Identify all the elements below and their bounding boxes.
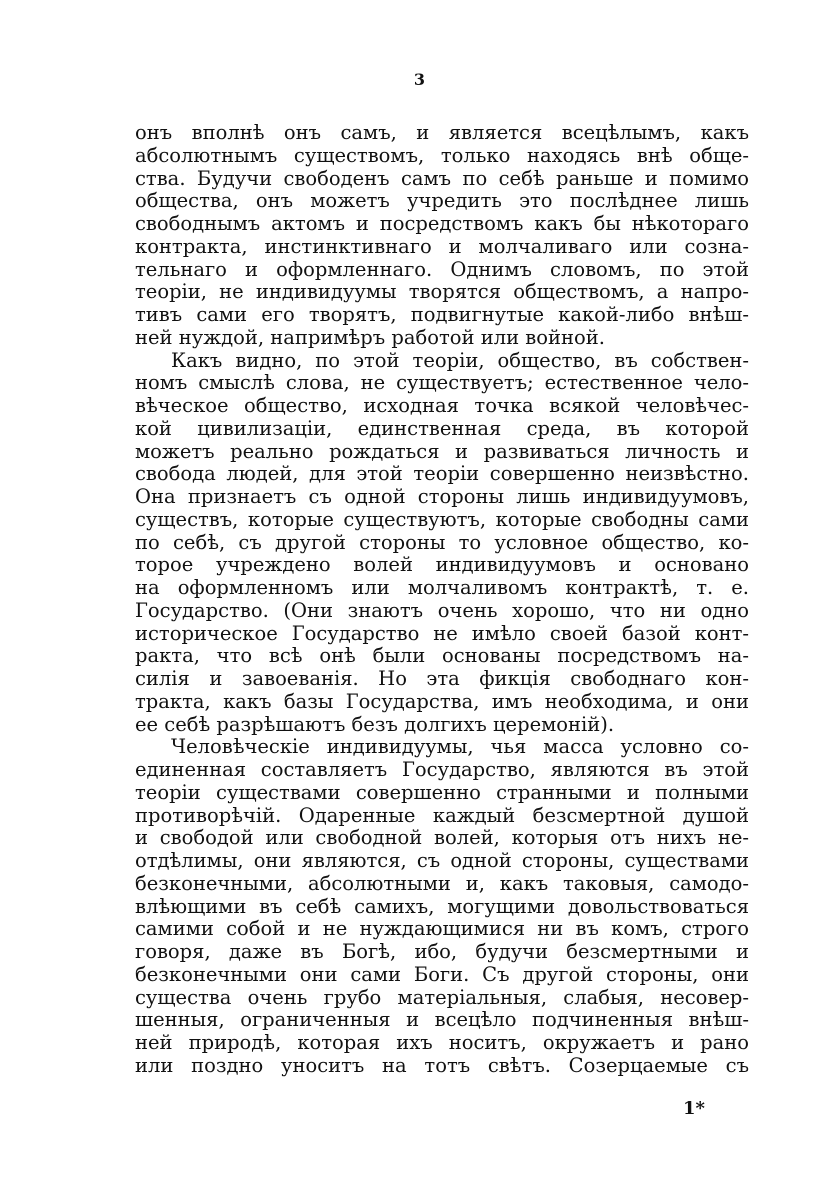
text-line: торое учреждено волей индивидуумовъ и основано (135, 553, 749, 577)
text-line: существъ, которые существуютъ, которые свободны сами (135, 507, 749, 531)
text-line: тельнаго и оформленнаго. Однимъ словомъ, по этой (135, 257, 749, 281)
text-line: по себѣ, съ другой стороны то условное общество, ко- (135, 530, 749, 554)
text-line: Государство. (Они знаютъ очень хорошо, что ни одно (135, 598, 749, 622)
text-line: тивъ сами его творятъ, подвигнутые какой-либо внѣш- (135, 303, 749, 326)
text-line: влѣющими въ себѣ самихъ, могущими довольствоваться (135, 894, 749, 918)
paragraph-start-line: Какъ видно, по этой теоріи, общество, въ собствен- (171, 348, 749, 372)
text-line: ней природѣ, которая ихъ носитъ, окружаетъ и рано (135, 1031, 749, 1054)
text-line: ее себѣ разрѣшаютъ безъ долгихъ церемоній). (135, 712, 615, 736)
body-text (135, 122, 749, 1078)
text-line: свободнымъ актомъ и посредствомъ какъ бы нѣкотораго (135, 212, 749, 235)
text-line: единенная составляетъ Государство, являются въ этой (135, 758, 749, 781)
text-line: или поздно уноситъ на тотъ свѣтъ. Созерцаемые съ (135, 1053, 749, 1077)
text-line: ства. Будучи свободенъ самъ по себѣ раньше и помимо (135, 166, 749, 190)
text-line: существа очень грубо матеріальныя, слабыя, несовер- (135, 985, 749, 1009)
text-line: говоря, даже въ Богѣ, ибо, будучи безсмертными и (135, 940, 749, 963)
text-line: теоріи существами совершенно странными и полными (135, 780, 749, 804)
text-line: общества, онъ можетъ учредить это послѣднее лишь (135, 189, 749, 213)
text-line: на оформленномъ или молчаливомъ контрактѣ, т. е. (135, 576, 749, 599)
signature-mark: 1* (683, 1098, 705, 1119)
text-line: и свободой или свободной волей, которыя отъ нихъ не- (135, 826, 749, 850)
paragraph-start-line: Человѣческіе индивидуумы, чья масса условно со- (171, 735, 749, 759)
text-line: можетъ реально рождаться и развиваться личность и (135, 439, 749, 463)
text-line: тракта, какъ базы Государства, имъ необходима, и они (135, 689, 749, 713)
text-line: историческое Государство не имѣло своей базой конт- (135, 621, 749, 645)
text-line: ней нуждой, напримѣръ работой или войной. (135, 325, 605, 349)
page-number: 3 (413, 70, 427, 89)
text-line: самими собой и не нуждающимися ни въ комъ, строго (135, 917, 749, 941)
text-line: онъ вполнѣ онъ самъ, и является всецѣлымъ, какъ (135, 121, 749, 144)
text-line: номъ смыслѣ слова, не существуетъ; естественное чело- (135, 371, 749, 395)
text-line: вѣческое общество, исходная точка всякой человѣчес- (135, 394, 749, 417)
text-line: безконечными, абсолютными и, какъ таковыя, самодо- (135, 871, 749, 895)
text-line: контракта, инстинктивнаго и молчаливаго или созна- (135, 234, 749, 258)
text-line: абсолютнымъ существомъ, только находясь внѣ обще- (135, 143, 749, 167)
text-line: свобода людей, для этой теоріи совершенно неизвѣстно. (135, 462, 749, 486)
text-line: теоріи, не индивидуумы творятся обществомъ, а напро- (135, 280, 749, 304)
text-line: шенныя, ограниченныя и всецѣло подчиненныя внѣш- (135, 1008, 749, 1032)
text-line: отдѣлимы, они являются, съ одной стороны, существами (135, 849, 749, 872)
text-line: противорѣчій. Одаренные каждый безсмертной душой (135, 803, 749, 827)
text-line: Она признаетъ съ одной стороны лишь индивидуумовъ, (135, 485, 749, 508)
text-line: кой цивилизаціи, единственная среда, въ которой (135, 416, 749, 440)
text-line: безконечными они сами Боги. Съ другой стороны, они (135, 962, 749, 986)
text-line: силія и завоеванія. Но эта фикція свободнаго кон- (135, 667, 749, 690)
text-line: ракта, что всѣ онѣ были основаны посредствомъ на- (135, 644, 749, 668)
